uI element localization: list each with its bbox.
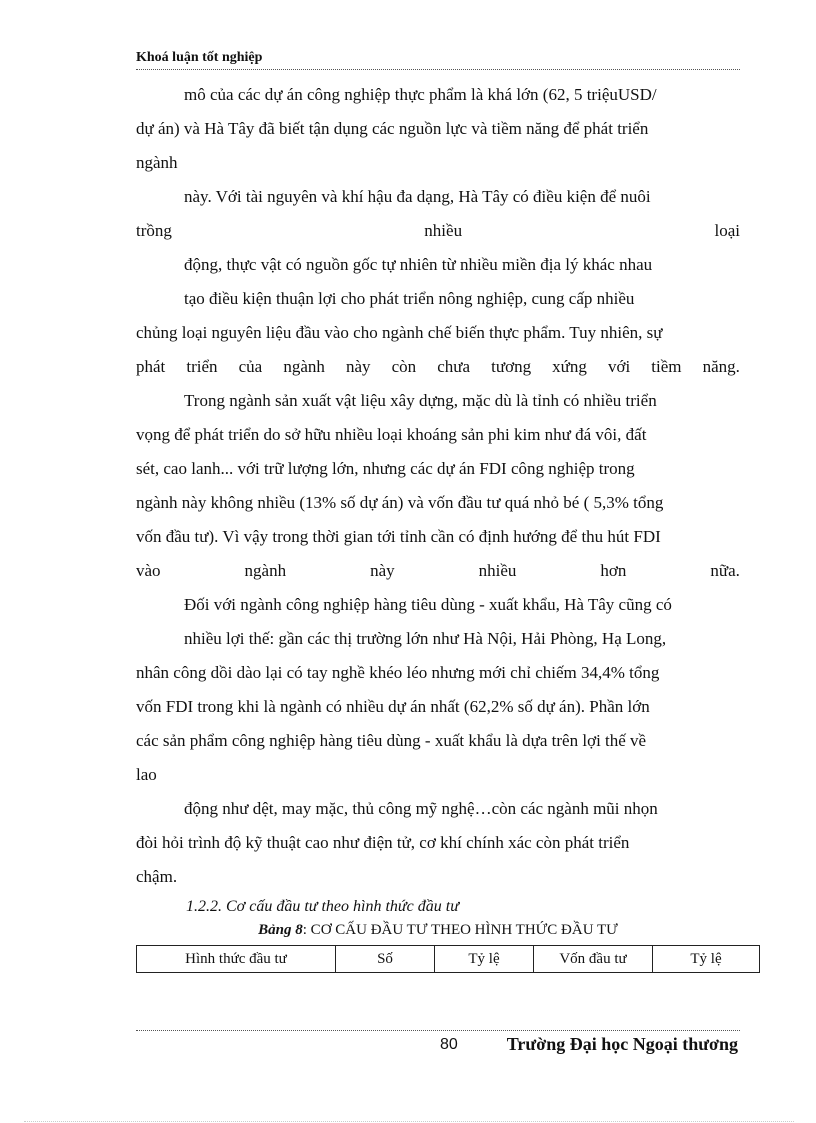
text-line: tạo điều kiện thuận lợi cho phát triển nông nghiệp, cung cấp nhiều <box>184 289 635 308</box>
text-line: nhân công dồi dào lại có tay nghề khéo léo nhưng mới chỉ chiếm 34,4% tổng <box>136 663 660 682</box>
text-line: lao <box>136 765 157 784</box>
word: trồng <box>136 221 172 240</box>
word: chưa <box>437 357 471 376</box>
text-line: nhiều lợi thế: gần các thị trường lớn như Hà Nội, Hải Phòng, Hạ Long, <box>184 629 667 648</box>
word: hơn <box>600 561 627 580</box>
subsection-heading: 1.2.2. Cơ cấu đầu tư theo hình thức đầu tư <box>186 898 459 915</box>
text-line-justified <box>136 350 740 384</box>
table-header-row <box>137 946 760 973</box>
text-line: Trong ngành sản xuất vật liệu xây dựng, mặc dù là tỉnh có nhiều triển <box>184 391 657 410</box>
text-line-justified <box>136 554 740 588</box>
word: ngành <box>283 357 325 376</box>
text-line: mô của các dự án công nghiệp thực phẩm là khá lớn (62, 5 triệuUSD/ <box>184 85 657 104</box>
word: nhiều <box>478 561 517 580</box>
footer-school: Trường Đại học Ngoại thương <box>506 1034 738 1054</box>
text-line: ngành <box>136 153 178 172</box>
running-header: Khoá luận tốt nghiệp <box>136 50 263 65</box>
table-header-cell: Số <box>336 946 435 973</box>
investment-form-table <box>136 945 760 973</box>
text-line: đòi hỏi trình độ kỹ thuật cao như điện tử, cơ khí chính xác còn phát triển <box>136 833 630 852</box>
word: nữa. <box>710 561 740 580</box>
text-line: Đối với ngành công nghiệp hàng tiêu dùng - xuất khẩu, Hà Tây cũng có <box>184 595 672 614</box>
text-line: động, thực vật có nguồn gốc tự nhiên từ nhiều miền địa lý khác nhau <box>184 255 653 274</box>
table-caption <box>136 922 740 939</box>
word: còn <box>391 357 417 376</box>
text-line: ngành này không nhiều (13% số dự án) và vốn đầu tư quá nhỏ bé ( 5,3% tổng <box>136 493 664 512</box>
table-header-cell: Hình thức đầu tư <box>137 946 336 973</box>
text-line: chủng loại nguyên liệu đầu vào cho ngành chế biến thực phẩm. Tuy nhiên, sự <box>136 323 663 342</box>
footer-rule <box>136 1030 740 1031</box>
table-header-cell: Tỷ lệ <box>653 946 760 973</box>
word: này <box>370 561 395 580</box>
text-line: này. Với tài nguyên và khí hậu đa dạng, Hà Tây có điều kiện để nuôi <box>184 187 651 206</box>
text-line: dự án) và Hà Tây đã biết tận dụng các nguồn lực và tiềm năng để phát triển <box>136 119 649 138</box>
table-caption-text: : CƠ CẤU ĐẦU TƯ THEO HÌNH THỨC ĐẦU TƯ <box>302 922 618 938</box>
text-line: vốn đầu tư). Vì vậy trong thời gian tới tỉnh cần có định hướng để thu hút FDI <box>136 527 661 546</box>
word: vào <box>136 561 161 580</box>
table-header-cell: Tỷ lệ <box>435 946 534 973</box>
word: của <box>238 357 263 376</box>
word: tiềm <box>651 357 682 376</box>
page-edge <box>24 1121 794 1122</box>
word: năng. <box>702 357 740 376</box>
text-line-justified <box>136 214 740 248</box>
table-header-cell: Vốn đầu tư <box>534 946 653 973</box>
word: với <box>607 357 631 376</box>
body-text <box>136 78 740 973</box>
text-line: chậm. <box>136 867 178 886</box>
word: nhiều <box>424 221 463 240</box>
text-line: vốn FDI trong khi là ngành có nhiều dự án nhất (62,2% số dự án). Phần lớn <box>136 697 650 716</box>
text-line: động như dệt, may mặc, thủ công mỹ nghệ…còn các ngành mũi nhọn <box>184 799 658 818</box>
table-caption-label: Bảng 8 <box>258 922 303 938</box>
word: này <box>345 357 371 376</box>
word: loại <box>714 221 740 240</box>
text-line: sét, cao lanh... với trữ lượng lớn, nhưng các dự án FDI công nghiệp trong <box>136 459 635 478</box>
word: triển <box>186 357 218 376</box>
text-line: các sản phẩm công nghiệp hàng tiêu dùng - xuất khẩu là dựa trên lợi thế về <box>136 731 647 750</box>
word: xứng <box>552 357 587 376</box>
word: tương <box>491 357 532 376</box>
word: ngành <box>244 561 287 580</box>
header-rule <box>136 69 740 70</box>
text-line: vọng để phát triển do sở hữu nhiều loại khoáng sản phi kim như đá vôi, đất <box>136 425 647 444</box>
word: phát <box>136 357 166 376</box>
page-number: 80 <box>440 1036 458 1053</box>
